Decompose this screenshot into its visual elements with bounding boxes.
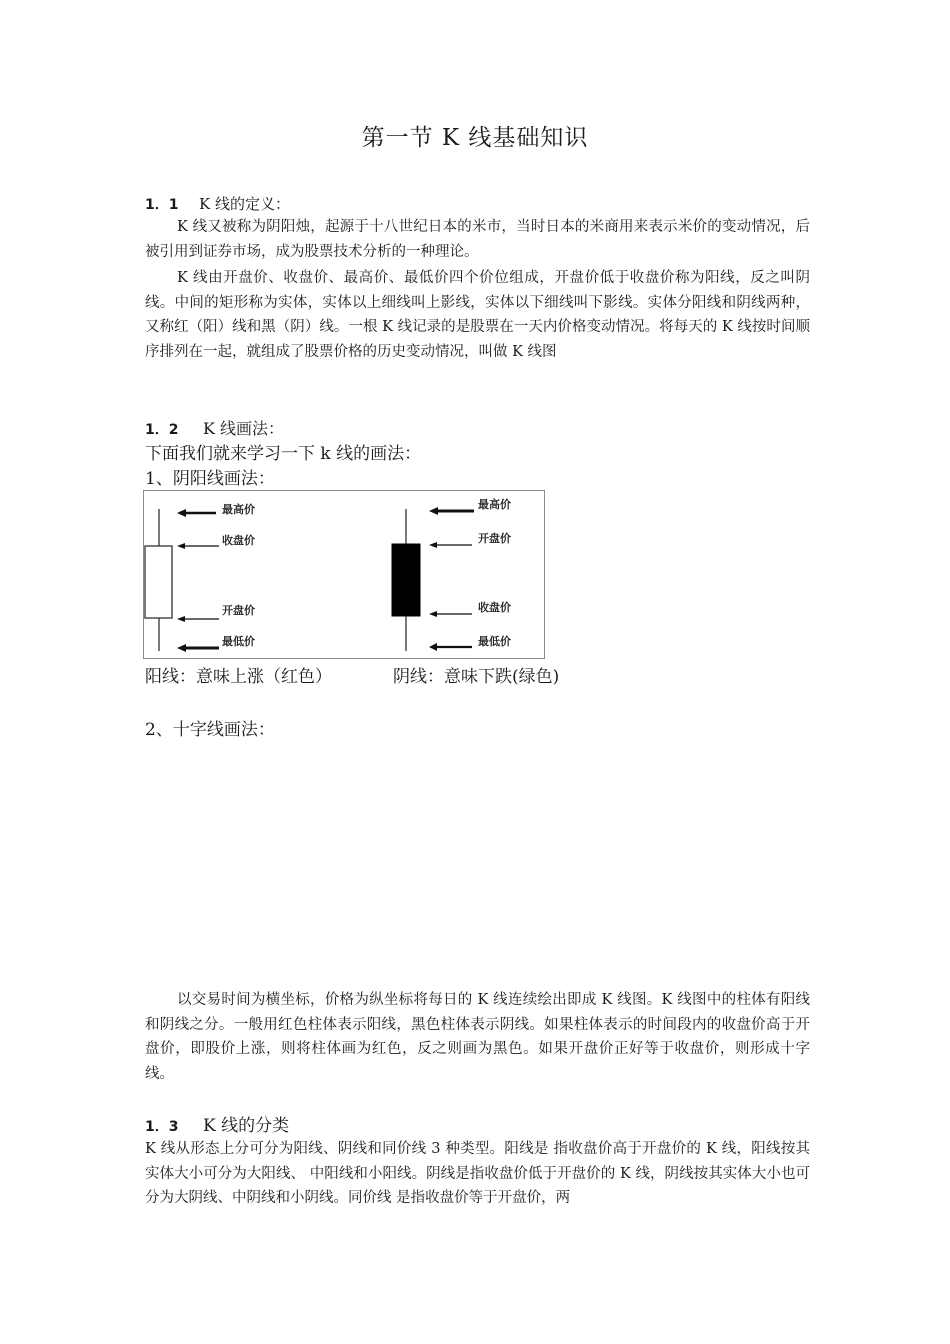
section-heading-1-3 [145, 1111, 289, 1136]
section-number: 1．1 [145, 197, 179, 213]
arrow-icon [429, 507, 474, 515]
candlestick-diagram [144, 491, 544, 658]
section-number: 1．2 [145, 422, 179, 438]
arrow-icon [177, 616, 219, 622]
section-number: 1．3 [145, 1119, 179, 1135]
page-title: 第一节 K 线基础知识 [361, 125, 589, 151]
caption-yang: 阳线：意味上涨（红色） [145, 667, 332, 687]
section-heading-1-1 [145, 193, 290, 214]
yin-label-low: 最低价 [478, 635, 511, 648]
subheading-yin-yang: 1、阴阳线画法： [145, 469, 275, 489]
subheading-doji: 2、十字线画法： [145, 720, 275, 740]
yang-label-low: 最低价 [222, 635, 255, 648]
arrow-icon [177, 644, 219, 652]
yang-candle-body [145, 546, 172, 618]
paragraph-kline-chart: 以交易时间为横坐标，价格为纵坐标将每日的 K 线连续绘出即成 K 线图。K 线图中的柱体有阳线和阴线之分。一般用红色柱体表示阳线，黑色柱体表示阴线。如果柱体表示的时间段内的收盘价高于开盘价，即股价上涨，则将柱体画为红色，反之则画为黑色。如果开盘价正好等于收盘价，则形成十字线。 [145, 992, 810, 1082]
yin-candle-body [392, 544, 420, 616]
arrow-icon [177, 509, 216, 517]
drawing-intro: 下面我们就来学习一下 k 线的画法： [145, 444, 422, 464]
section-heading-1-2 [145, 416, 284, 439]
yang-label-high: 最高价 [222, 503, 255, 516]
yang-label-close: 收盘价 [222, 534, 255, 547]
section-title: K 线的分类 [203, 1116, 290, 1136]
yang-label-open: 开盘价 [222, 604, 255, 617]
paragraph-classification: K 线从形态上分可分为阳线、阴线和同价线 3 种类型。阳线是 指收盘价高于开盘价的 K 线，阳线按其实体大小可分为大阳线、 中阳线和小阳线。阴线是指收盘价低于开盘价的 K 线，阴线按其实体大小也可分为大阴线、中阴线和小阴线。同价线 是指收盘价等于开盘价，两 [145, 1141, 810, 1206]
paragraph-definition: K 线又被称为阴阳烛，起源于十八世纪日本的米市，当时日本的米商用来表示米价的变动情况，后被引用到证券市场，成为股票技术分析的一种理论。 [145, 219, 810, 260]
yin-label-open: 开盘价 [478, 532, 511, 545]
arrow-icon [177, 543, 219, 549]
section-title: K 线画法： [203, 419, 285, 438]
yin-label-close: 收盘价 [478, 601, 511, 614]
paragraph-composition: K 线由开盘价、收盘价、最高价、最低价四个价位组成，开盘价低于收盘价称为阳线，反之叫阴线。中间的矩形称为实体，实体以上细线叫上影线，实体以下细线叫下影线。实体分阳线和阴线两种，又称红（阳）线和黑（阴）线。一根 K 线记录的是股票在一天内价格变动情况。将每天的 K 线按时间顺序排列在一起，就组成了股票价格的历史变动情况，叫做 K 线图 [145, 270, 810, 360]
candlestick-figure [143, 490, 545, 659]
yin-label-high: 最高价 [478, 498, 511, 511]
caption-yin: 阴线：意味下跌(绿色) [393, 667, 560, 687]
arrow-icon [429, 542, 472, 548]
arrow-icon [429, 643, 472, 651]
arrow-icon [429, 611, 472, 617]
section-title: K 线的定义： [199, 195, 290, 213]
